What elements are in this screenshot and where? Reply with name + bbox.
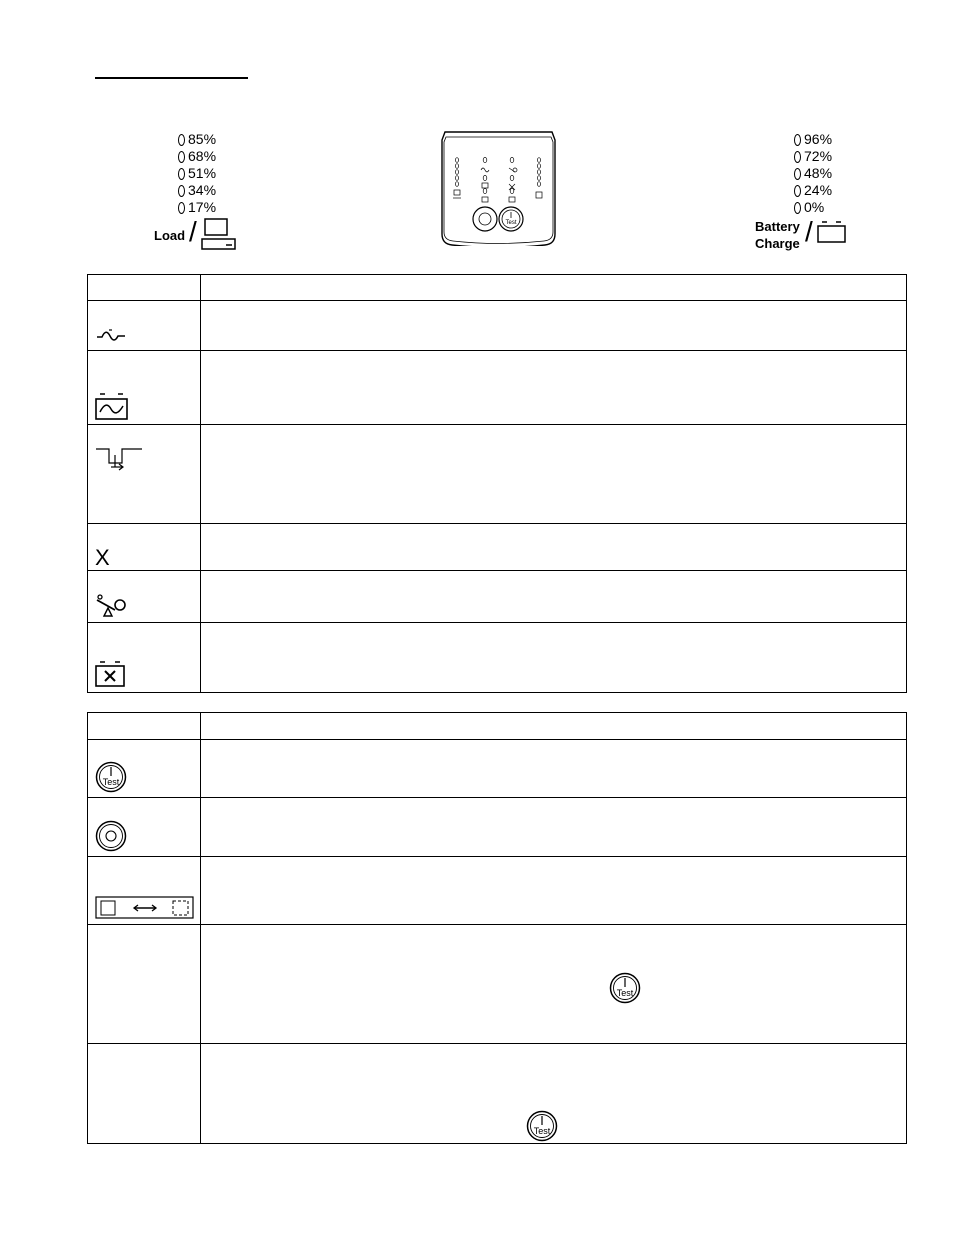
led-icon [178,168,185,180]
load-level-row: 17% [178,199,216,216]
table-row [88,571,907,623]
led-icon [178,151,185,163]
svg-text:Test: Test [102,777,120,787]
off-button-icon [95,820,127,852]
battery-sine-icon [95,392,129,420]
table-row [88,425,907,524]
load-level-row: 68% [178,148,216,165]
led-icon [794,134,801,146]
indicator-table [87,274,907,693]
battery-level-row: 48% [794,165,832,182]
table-row [88,301,907,351]
led-icon [178,134,185,146]
table-row [88,798,907,857]
overload-seesaw-icon [95,594,129,618]
x-fault-icon: X [95,545,110,570]
header-cell [88,713,201,740]
table-row [88,351,907,425]
load-level-scale [178,131,216,216]
button-table [87,712,907,1144]
led-icon [794,151,801,163]
slash-divider: / [189,216,197,247]
table-row [88,925,907,1044]
table-row [88,740,907,798]
panel-toggle-icon [95,896,195,920]
table-row [88,857,907,925]
battery-charge-label: Battery Charge [755,219,800,251]
header-cell [201,275,907,301]
header-cell [201,713,907,740]
table-header-row [88,713,907,740]
svg-text:Test: Test [616,988,634,998]
battery-level-scale [794,131,832,216]
header-cell [88,275,201,301]
table-row [88,623,907,693]
svg-text:Test: Test [533,1126,551,1136]
battery-icon [817,220,847,244]
led-icon [794,185,801,197]
battery-level-row: 72% [794,148,832,165]
svg-text:Test: Test [505,220,517,226]
sine-wave-icon [95,326,127,346]
led-icon [178,202,185,214]
power-test-button-icon [526,1110,558,1142]
load-label: Load [154,228,186,243]
table-header-row [88,275,907,301]
power-test-button-icon [609,972,641,1004]
section-heading-underline [95,77,248,79]
battery-x-icon [95,660,127,688]
table-row [88,1044,907,1144]
led-icon [794,202,801,214]
load-level-row: 51% [178,165,216,182]
boost-trim-icon [95,447,143,473]
load-level-row: 85% [178,131,216,148]
power-test-button-icon [95,761,127,793]
computer-icon [201,218,237,250]
ups-front-panel [441,130,556,246]
led-icon [178,185,185,197]
battery-level-row: 96% [794,131,832,148]
led-icon [794,168,801,180]
slash-divider: / [805,216,813,247]
battery-level-row: 24% [794,182,832,199]
table-row [88,524,907,571]
battery-level-row: 0% [794,199,832,216]
load-level-row: 34% [178,182,216,199]
